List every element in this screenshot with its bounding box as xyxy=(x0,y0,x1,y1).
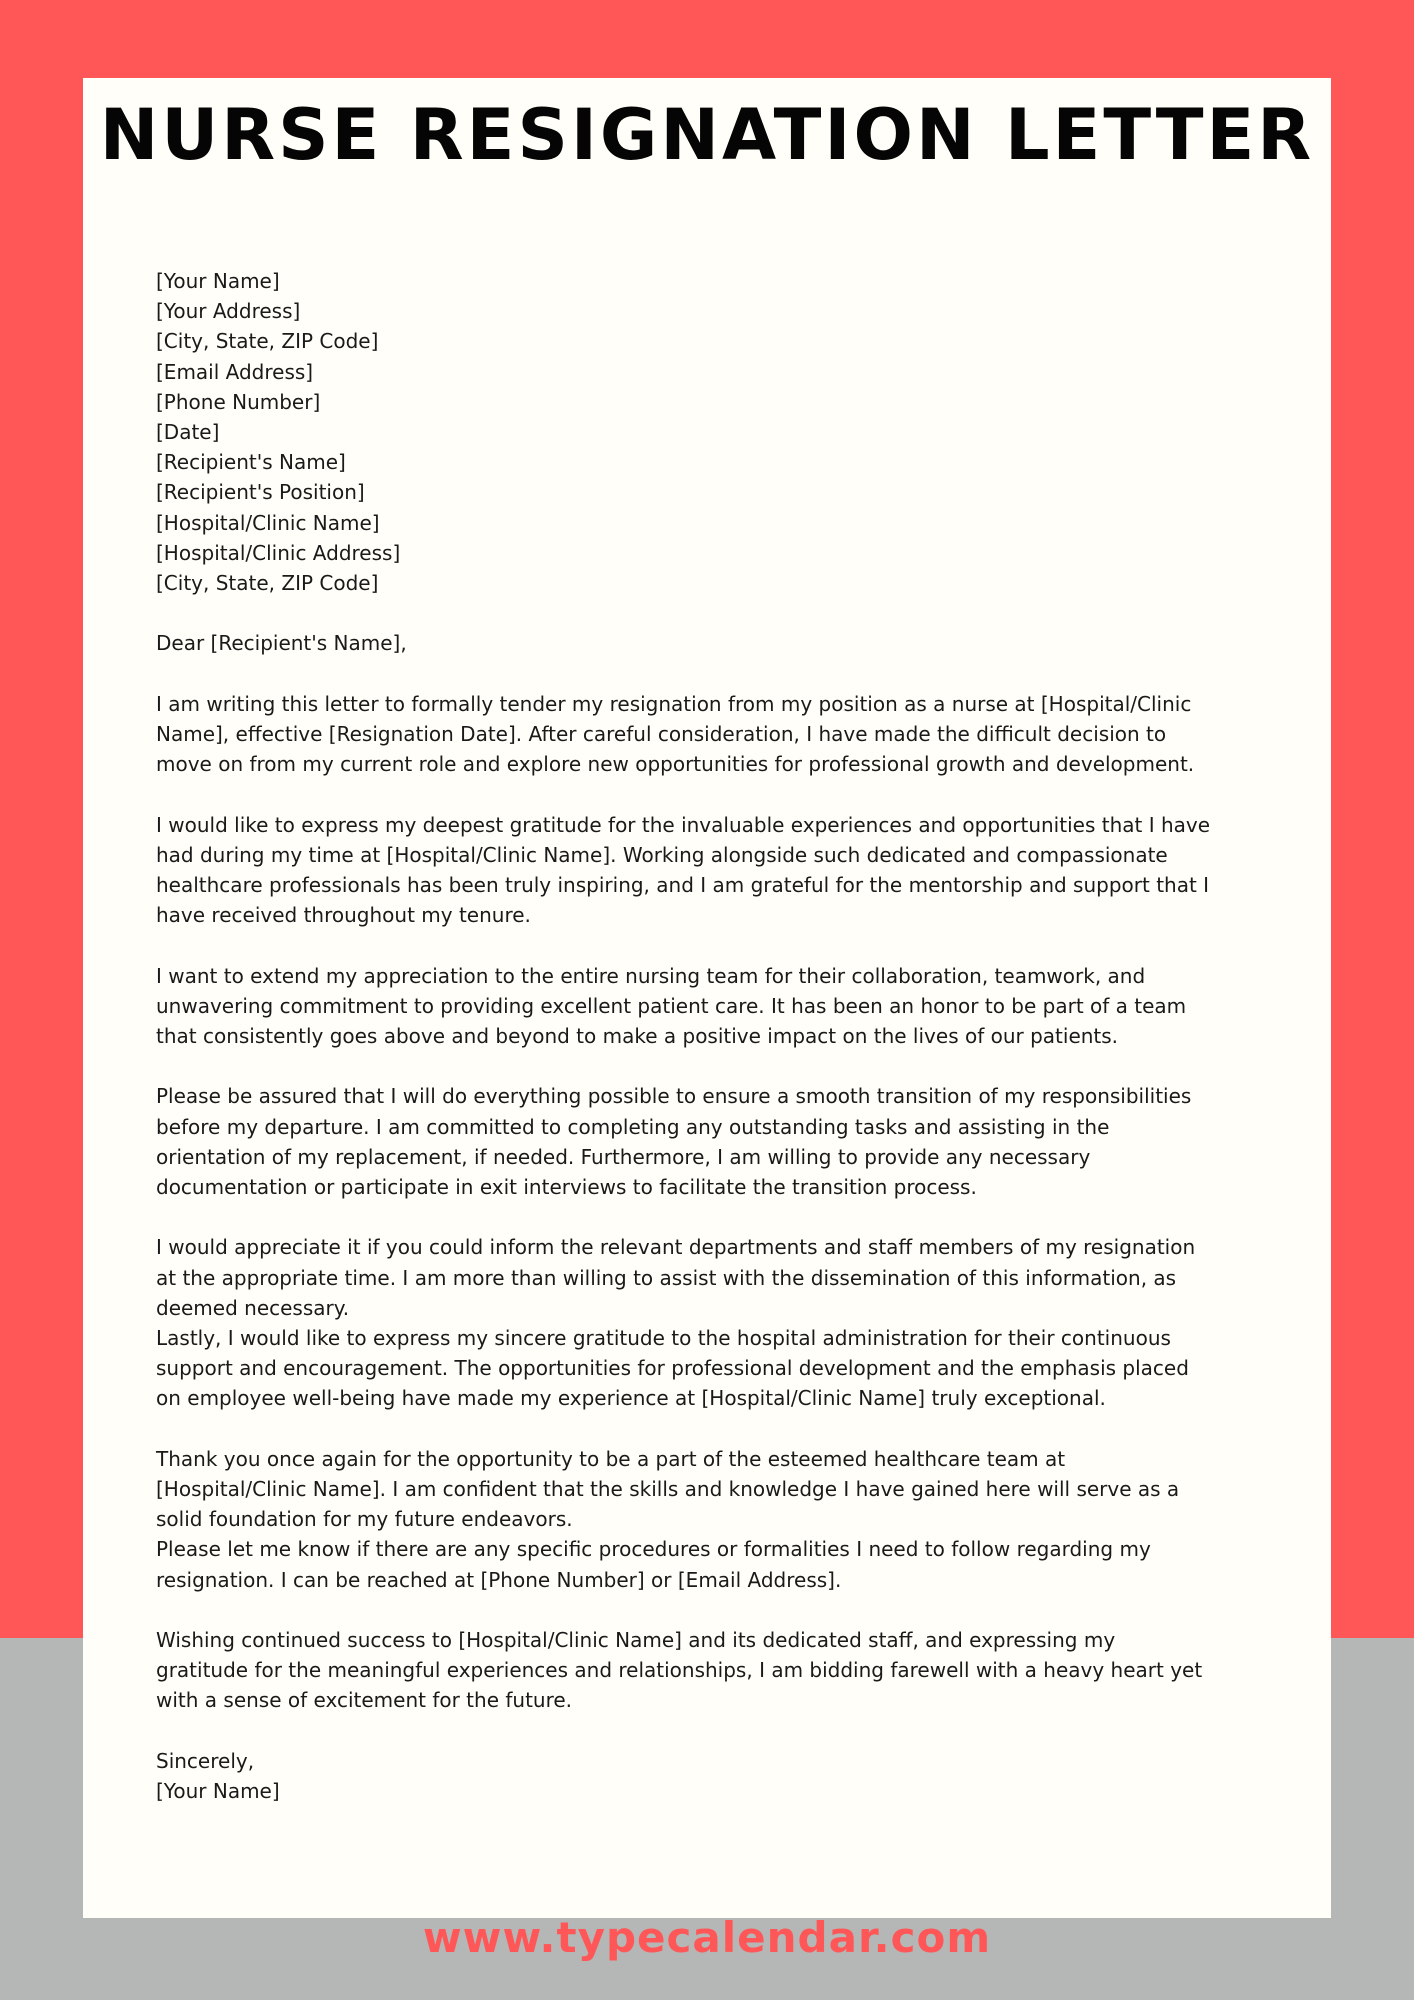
salutation: Dear [Recipient's Name], xyxy=(156,631,407,656)
paragraph-line: have received throughout my tenure. xyxy=(156,903,531,928)
sender-line: [Your Name] xyxy=(156,269,280,293)
paragraph-line: support and encouragement. The opportunities for professional development and the emphasis placed xyxy=(156,1356,1189,1381)
sender-line: [City, State, ZIP Code] xyxy=(156,329,379,354)
paragraph-line: that consistently goes above and beyond to make a positive impact on the lives of our patients. xyxy=(156,1024,1119,1049)
letter-title: NURSE RESIGNATION LETTER xyxy=(99,94,1315,176)
paragraph-line: documentation or participate in exit interviews to facilitate the transition process. xyxy=(156,1175,977,1200)
sender-line: [Your Address] xyxy=(156,299,301,324)
paragraph-line: I would appreciate it if you could inform the relevant departments and staff members of my resignation xyxy=(156,1235,1196,1260)
closing: Sincerely, xyxy=(156,1748,255,1773)
paragraph-line: on employee well-being have made my experience at [Hospital/Clinic Name] truly exceptional. xyxy=(156,1386,1106,1411)
sender-line: [City, State, ZIP Code] xyxy=(156,571,379,596)
paragraph-line: [Hospital/Clinic Name]. I am confident that the skills and knowledge I have gained here will serve as a xyxy=(156,1477,1180,1502)
letter-body xyxy=(156,266,1266,1806)
paragraph-line: deemed necessary. xyxy=(156,1295,350,1320)
sender-line: [Date] xyxy=(156,420,220,445)
paragraph-line: before my departure. I am committed to completing any outstanding tasks and assisting in the xyxy=(156,1114,1110,1139)
footer-website-link[interactable]: www.typecalendar.com xyxy=(422,1913,992,1962)
paragraph-line: with a sense of excitement for the future. xyxy=(156,1688,573,1713)
paragraph-line: Lastly, I would like to express my sincere gratitude to the hospital administration for their continuous xyxy=(156,1326,1171,1351)
sender-line: [Email Address] xyxy=(156,359,314,384)
signature: [Your Name] xyxy=(156,1779,280,1804)
paragraph-line: Wishing continued success to [Hospital/Clinic Name] and its dedicated staff, and expressing my xyxy=(156,1628,1116,1653)
paragraph-line: Name], effective [Resignation Date]. After careful consideration, I have made the difficult decision to xyxy=(156,722,1167,747)
paragraph-line: gratitude for the meaningful experiences and relationships, I am bidding farewell with a heavy heart yet xyxy=(156,1658,1203,1683)
paragraph-1 xyxy=(156,689,1266,780)
paragraph-5 xyxy=(156,1232,1266,1413)
paragraph-3 xyxy=(156,961,1266,1052)
paragraph-6 xyxy=(156,1444,1266,1595)
paragraph-line: unwavering commitment to providing excellent patient care. It has been an honor to be part of a team xyxy=(156,993,1187,1018)
paragraph-line: I would like to express my deepest gratitude for the invaluable experiences and opportunities that I have xyxy=(156,812,1211,837)
paragraph-line: Thank you once again for the opportunity to be a part of the esteemed healthcare team at xyxy=(156,1446,1066,1471)
sender-line: [Recipient's Name] xyxy=(156,450,346,475)
sender-block xyxy=(156,266,1266,598)
sender-line: [Phone Number] xyxy=(156,389,321,414)
sender-line: [Hospital/Clinic Name] xyxy=(156,510,380,535)
paragraph-7 xyxy=(156,1625,1266,1716)
paragraph-line: Please let me know if there are any specific procedures or formalities I need to follow regarding my xyxy=(156,1537,1151,1562)
paragraph-line: Please be assured that I will do everything possible to ensure a smooth transition of my responsibilities xyxy=(156,1084,1192,1109)
paragraph-line: orientation of my replacement, if needed. Furthermore, I am willing to provide any necessary xyxy=(156,1144,1091,1169)
paragraph-line: healthcare professionals has been truly inspiring, and I am grateful for the mentorship and support that I xyxy=(156,873,1210,898)
paragraph-line: I want to extend my appreciation to the entire nursing team for their collaboration, teamwork, and xyxy=(156,963,1146,988)
paragraph-line: I am writing this letter to formally tender my resignation from my position as a nurse at [Hospital/Clinic xyxy=(156,691,1192,716)
paragraph-line: solid foundation for my future endeavors. xyxy=(156,1507,573,1532)
paragraph-line: resignation. I can be reached at [Phone Number] or [Email Address]. xyxy=(156,1567,842,1592)
sender-line: [Recipient's Position] xyxy=(156,480,365,505)
paragraph-line: move on from my current role and explore new opportunities for professional growth and development. xyxy=(156,752,1195,777)
paragraph-2 xyxy=(156,810,1266,931)
paragraph-line: had during my time at [Hospital/Clinic Name]. Working alongside such dedicated and compassionate xyxy=(156,842,1168,867)
paragraph-line: at the appropriate time. I am more than willing to assist with the dissemination of this information, as xyxy=(156,1265,1177,1290)
sender-line: [Hospital/Clinic Address] xyxy=(156,540,401,565)
paragraph-4 xyxy=(156,1081,1266,1202)
